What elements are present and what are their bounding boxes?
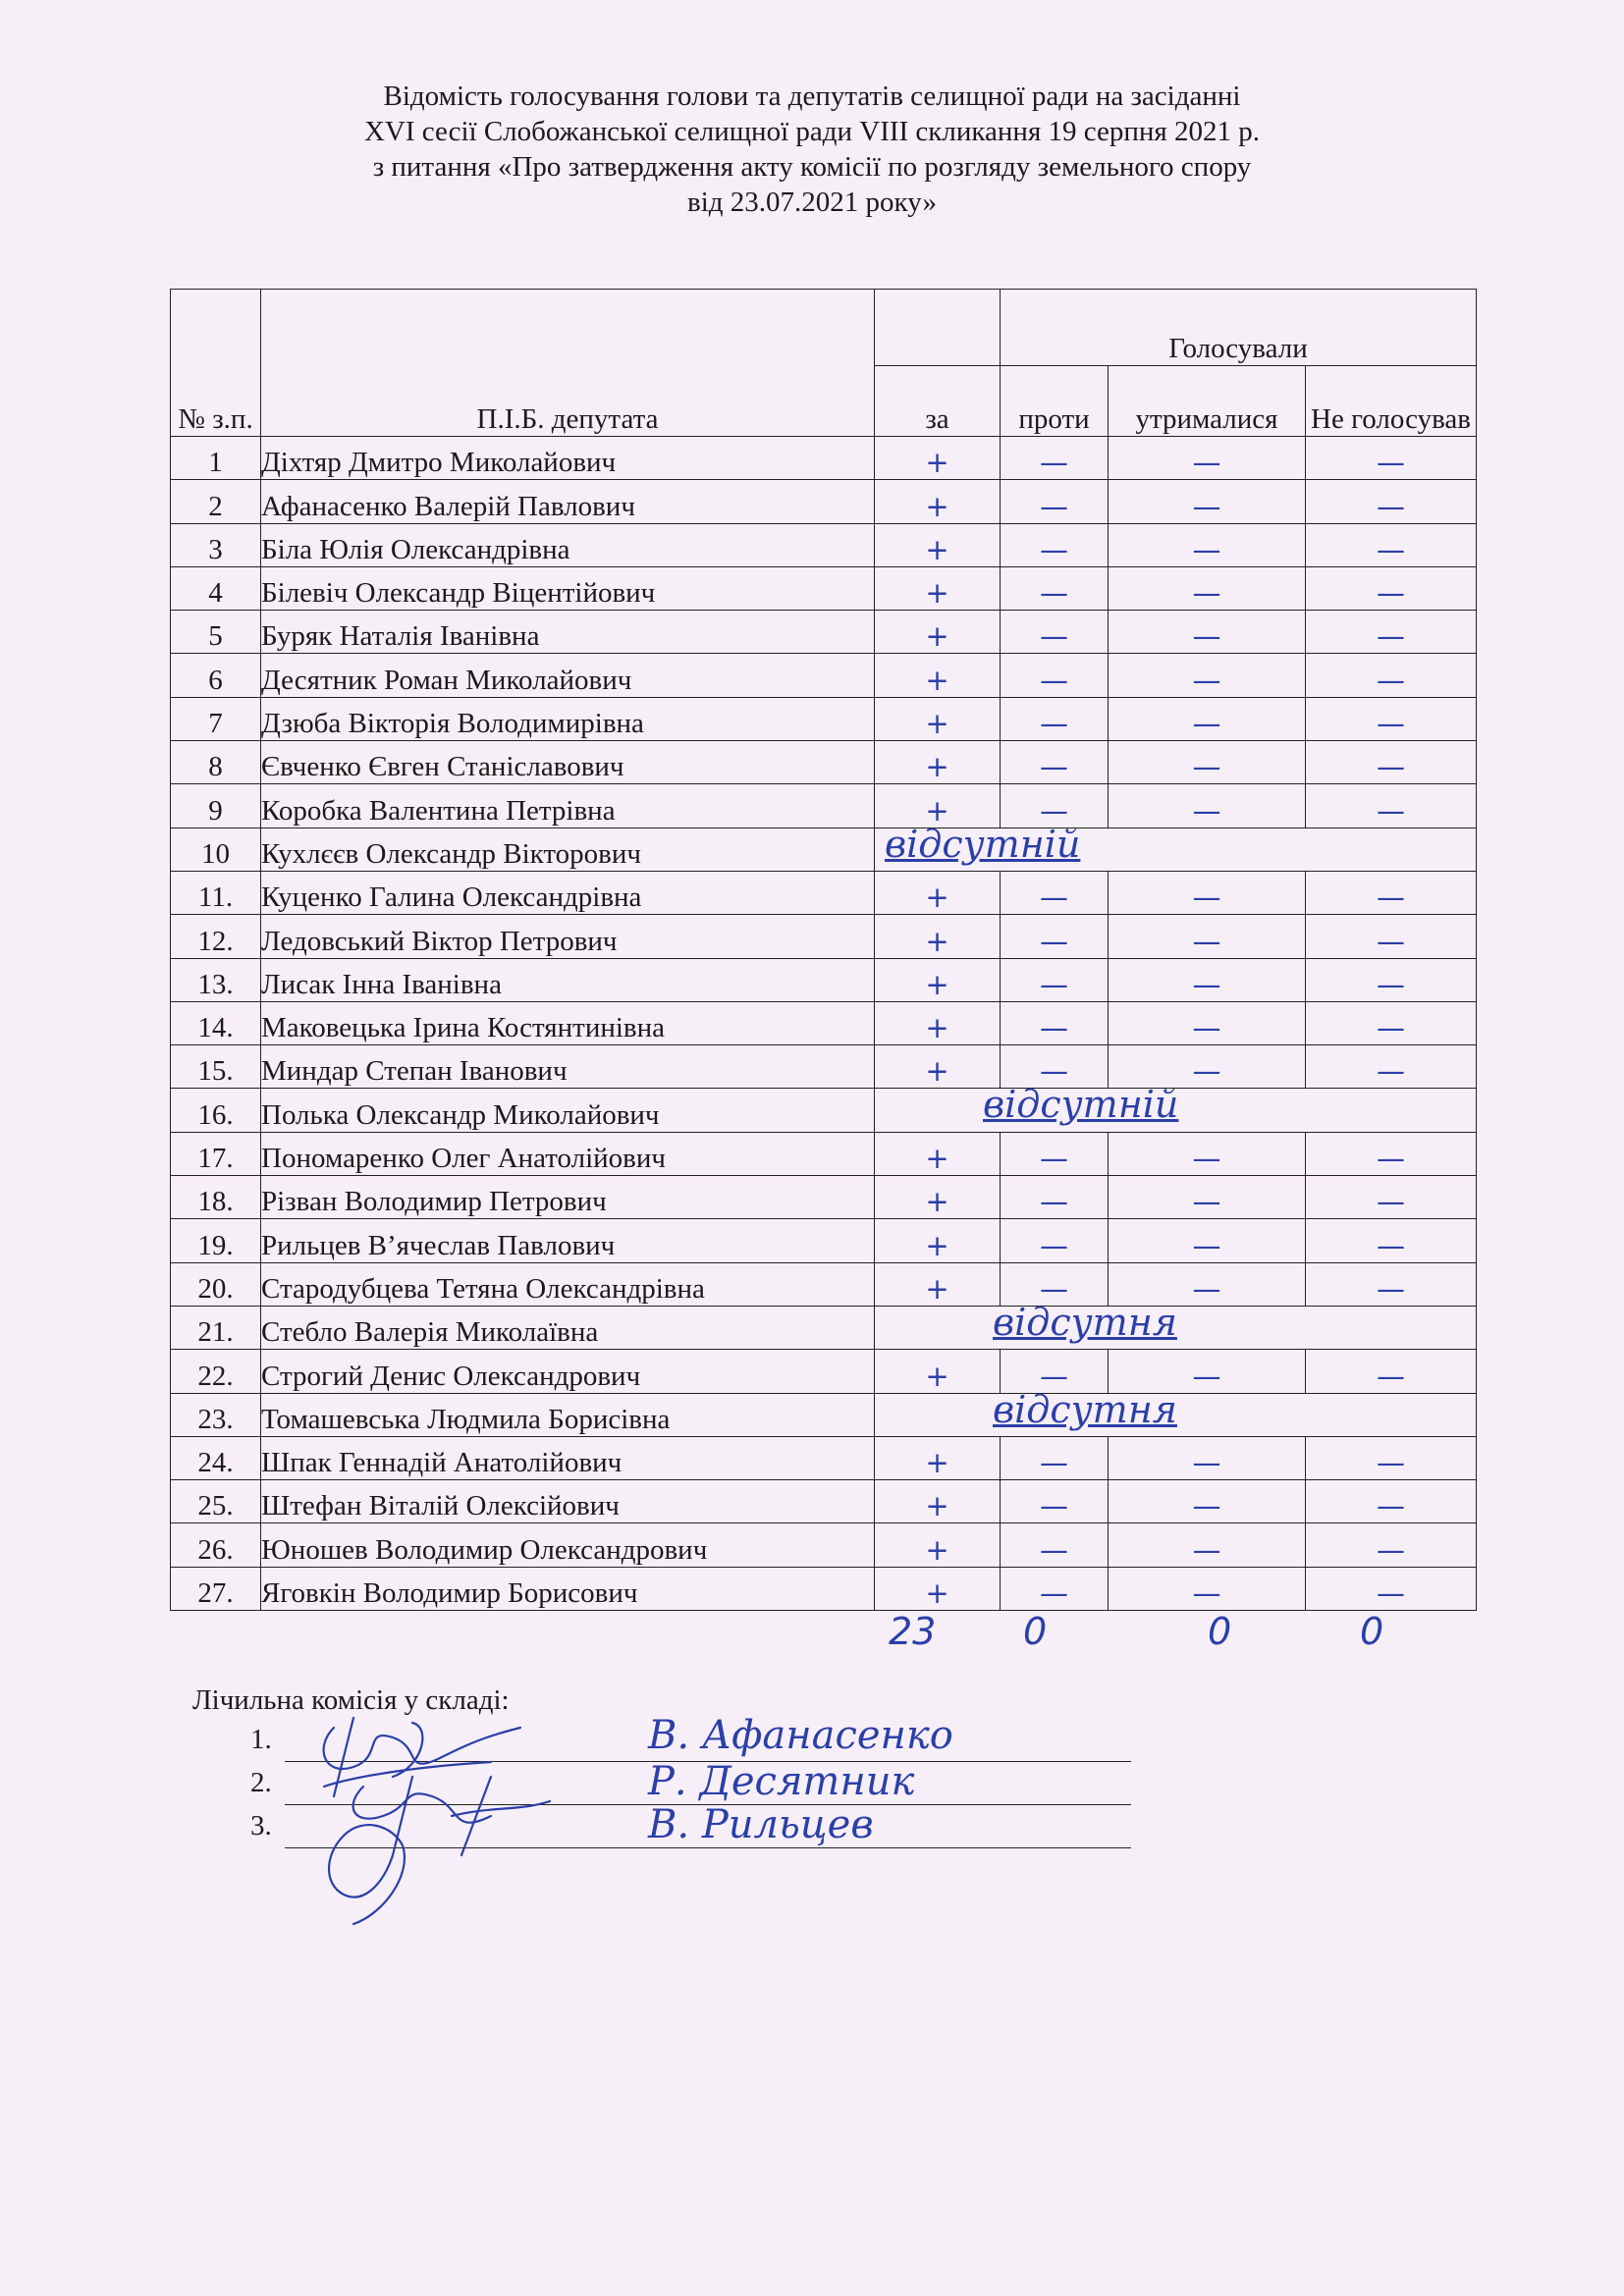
table-row	[171, 1001, 1477, 1044]
table-row	[171, 1262, 1477, 1306]
row-name: Стародубцева Тетяна Олександрівна	[261, 1262, 875, 1306]
vote-abstained: —	[1109, 697, 1306, 740]
row-name: Миндар Степан Іванович	[261, 1045, 875, 1089]
vote-not-voted: —	[1306, 741, 1477, 784]
row-num: 26.	[171, 1523, 261, 1567]
vote-abstained: —	[1109, 1523, 1306, 1567]
absent-mark: відсутня	[993, 1300, 1177, 1344]
table-row	[171, 611, 1477, 654]
vote-abstained: —	[1109, 1436, 1306, 1479]
row-num: 1	[171, 437, 261, 480]
header-abstained: утрималися	[1109, 366, 1306, 437]
row-num: 24.	[171, 1436, 261, 1479]
row-num: 20.	[171, 1262, 261, 1306]
row-num: 13.	[171, 958, 261, 1001]
vote-against: —	[1001, 1132, 1109, 1175]
table-row	[171, 437, 1477, 480]
table-row	[171, 1350, 1477, 1393]
row-name: Десятник Роман Миколайович	[261, 654, 875, 697]
vote-not-voted: —	[1306, 1350, 1477, 1393]
row-name: Стебло Валерія Миколаївна	[261, 1306, 875, 1349]
vote-not-voted: —	[1306, 1045, 1477, 1089]
vote-not-voted: —	[1306, 1132, 1477, 1175]
row-num: 21.	[171, 1306, 261, 1349]
row-name: Євченко Євген Станіславович	[261, 741, 875, 784]
vote-for: +	[875, 523, 1001, 566]
vote-not-voted: —	[1306, 784, 1477, 828]
vote-abstained: —	[1109, 437, 1306, 480]
table-row	[171, 697, 1477, 740]
row-absent-cell	[875, 1300, 1477, 1349]
vote-against: —	[1001, 1045, 1109, 1089]
row-num: 4	[171, 566, 261, 610]
row-num: 6	[171, 654, 261, 697]
row-name: Куценко Галина Олександрівна	[261, 871, 875, 914]
vote-abstained: —	[1109, 1262, 1306, 1306]
vote-not-voted: —	[1306, 1262, 1477, 1306]
header-for: за	[875, 366, 1001, 437]
vote-not-voted: —	[1306, 915, 1477, 958]
vote-abstained: —	[1109, 915, 1306, 958]
row-num: 7	[171, 697, 261, 740]
vote-abstained: —	[1109, 1045, 1306, 1089]
row-num: 3	[171, 523, 261, 566]
vote-not-voted: —	[1306, 1523, 1477, 1567]
row-name: Кухлєєв Олександр Вікторович	[261, 828, 875, 871]
vote-for: +	[875, 1436, 1001, 1479]
title-line-3: з питання «Про затвердження акту комісії по розгляду земельного спору	[372, 151, 1252, 183]
table-row	[171, 480, 1477, 523]
row-name: Лисак Інна Іванівна	[261, 958, 875, 1001]
vote-abstained: —	[1109, 1176, 1306, 1219]
header-name: П.І.Б. депутата	[261, 290, 875, 437]
row-name: Біла Юлія Олександрівна	[261, 523, 875, 566]
vote-abstained: —	[1109, 1219, 1306, 1262]
vote-against: —	[1001, 871, 1109, 914]
row-name: Рильцев В’ячеслав Павлович	[261, 1219, 875, 1262]
row-name: Ледовський Віктор Петрович	[261, 915, 875, 958]
vote-abstained: —	[1109, 566, 1306, 610]
total-abstained: 0	[1208, 1610, 1232, 1653]
vote-not-voted: —	[1306, 1567, 1477, 1610]
row-name: Штефан Віталій Олексійович	[261, 1480, 875, 1523]
vote-abstained: —	[1109, 1350, 1306, 1393]
vote-for: +	[875, 480, 1001, 523]
table-row	[171, 958, 1477, 1001]
vote-not-voted: —	[1306, 1001, 1477, 1044]
vote-for: +	[875, 741, 1001, 784]
row-num: 15.	[171, 1045, 261, 1089]
commission-num-3: 3.	[250, 1810, 272, 1842]
total-not-voted: 0	[1360, 1610, 1384, 1653]
row-absent-cell	[875, 822, 1477, 871]
table-row	[171, 523, 1477, 566]
row-num: 5	[171, 611, 261, 654]
vote-for: +	[875, 1176, 1001, 1219]
vote-abstained: —	[1109, 611, 1306, 654]
vote-against: —	[1001, 1219, 1109, 1262]
table-row	[171, 1436, 1477, 1479]
table-row	[171, 1523, 1477, 1567]
vote-not-voted: —	[1306, 480, 1477, 523]
vote-against: —	[1001, 1480, 1109, 1523]
absent-mark: відсутня	[993, 1387, 1177, 1431]
row-name: Томашевська Людмила Борисівна	[261, 1393, 875, 1436]
vote-for: +	[875, 958, 1001, 1001]
vote-for: +	[875, 1262, 1001, 1306]
table-row	[171, 1132, 1477, 1175]
vote-not-voted: —	[1306, 958, 1477, 1001]
vote-not-voted: —	[1306, 1480, 1477, 1523]
vote-abstained: —	[1109, 480, 1306, 523]
row-name: Шпак Геннадій Анатолійович	[261, 1436, 875, 1479]
table-row	[171, 915, 1477, 958]
vote-not-voted: —	[1306, 1176, 1477, 1219]
commission-label: Лічильна комісія у складі:	[192, 1684, 510, 1716]
row-name: Яговкін Володимир Борисович	[261, 1567, 875, 1610]
vote-against: —	[1001, 1523, 1109, 1567]
row-name: Полька Олександр Миколайович	[261, 1089, 875, 1132]
vote-against: —	[1001, 784, 1109, 828]
commission-name-3: В. Рильцев	[648, 1802, 874, 1847]
vote-for: +	[875, 1219, 1001, 1262]
vote-for: +	[875, 611, 1001, 654]
vote-against: —	[1001, 1436, 1109, 1479]
vote-for: +	[875, 697, 1001, 740]
title-line-4: від 23.07.2021 року»	[687, 187, 937, 218]
row-name: Дзюба Вікторія Володимирівна	[261, 697, 875, 740]
row-num: 22.	[171, 1350, 261, 1393]
row-name: Маковецька Ірина Костянтинівна	[261, 1001, 875, 1044]
row-num: 11.	[171, 871, 261, 914]
header-not-voted: Не голосував	[1306, 366, 1477, 437]
vote-against: —	[1001, 741, 1109, 784]
vote-against: —	[1001, 566, 1109, 610]
document-title	[0, 79, 1624, 220]
vote-abstained: —	[1109, 523, 1306, 566]
header-voted: Голосували	[1001, 290, 1477, 366]
table-row	[171, 1393, 1477, 1436]
vote-against: —	[1001, 523, 1109, 566]
vote-for: +	[875, 1045, 1001, 1089]
vote-for: +	[875, 1350, 1001, 1393]
table-row	[171, 784, 1477, 828]
row-name: Афанасенко Валерій Павлович	[261, 480, 875, 523]
row-name: Діхтяр Дмитро Миколайович	[261, 437, 875, 480]
commission-num-1: 1.	[250, 1724, 272, 1755]
vote-against: —	[1001, 915, 1109, 958]
vote-for: +	[875, 1480, 1001, 1523]
vote-not-voted: —	[1306, 871, 1477, 914]
vote-abstained: —	[1109, 784, 1306, 828]
commission-num-2: 2.	[250, 1767, 272, 1798]
vote-against: —	[1001, 480, 1109, 523]
total-against: 0	[1023, 1610, 1048, 1653]
vote-not-voted: —	[1306, 1219, 1477, 1262]
vote-for: +	[875, 437, 1001, 480]
vote-not-voted: —	[1306, 566, 1477, 610]
vote-against: —	[1001, 1567, 1109, 1610]
vote-against: —	[1001, 654, 1109, 697]
vote-not-voted: —	[1306, 697, 1477, 740]
vote-for: +	[875, 1001, 1001, 1044]
table-row	[171, 1219, 1477, 1262]
row-num: 17.	[171, 1132, 261, 1175]
vote-against: —	[1001, 697, 1109, 740]
voting-table	[170, 289, 1477, 1611]
vote-against: —	[1001, 1262, 1109, 1306]
commission-name-2: Р. Десятник	[648, 1759, 915, 1804]
row-name: Юношев Володимир Олександрович	[261, 1523, 875, 1567]
table-row	[171, 741, 1477, 784]
signature-scribbles	[295, 1708, 628, 1944]
header-against: проти	[1001, 366, 1109, 437]
row-name: Різван Володимир Петрович	[261, 1176, 875, 1219]
vote-not-voted: —	[1306, 654, 1477, 697]
vote-abstained: —	[1109, 741, 1306, 784]
vote-abstained: —	[1109, 1480, 1306, 1523]
vote-abstained: —	[1109, 1567, 1306, 1610]
row-num: 23.	[171, 1393, 261, 1436]
vote-for: +	[875, 566, 1001, 610]
row-name: Строгий Денис Олександрович	[261, 1350, 875, 1393]
row-name: Пономаренко Олег Анатолійович	[261, 1132, 875, 1175]
row-name: Білевіч Олександр Віцентійович	[261, 566, 875, 610]
vote-for: +	[875, 871, 1001, 914]
vote-for: +	[875, 915, 1001, 958]
table-row	[171, 871, 1477, 914]
commission-name-1: В. Афанасенко	[648, 1713, 953, 1758]
header-num: № з.п.	[171, 290, 261, 437]
row-name: Буряк Наталія Іванівна	[261, 611, 875, 654]
table-row	[171, 654, 1477, 697]
vote-abstained: —	[1109, 1132, 1306, 1175]
row-name: Коробка Валентина Петрівна	[261, 784, 875, 828]
vote-for: +	[875, 1523, 1001, 1567]
vote-against: —	[1001, 611, 1109, 654]
table-row	[171, 1480, 1477, 1523]
vote-abstained: —	[1109, 654, 1306, 697]
vote-against: —	[1001, 1001, 1109, 1044]
row-num: 2	[171, 480, 261, 523]
row-num: 9	[171, 784, 261, 828]
table-row	[171, 828, 1477, 871]
row-num: 8	[171, 741, 261, 784]
vote-against: —	[1001, 1350, 1109, 1393]
row-num: 25.	[171, 1480, 261, 1523]
vote-not-voted: —	[1306, 437, 1477, 480]
total-for: 23	[889, 1610, 937, 1653]
row-num: 19.	[171, 1219, 261, 1262]
vote-against: —	[1001, 1176, 1109, 1219]
absent-mark: відсутній	[885, 822, 1081, 866]
vote-abstained: —	[1109, 871, 1306, 914]
row-absent-cell	[875, 1387, 1477, 1436]
vote-against: —	[1001, 437, 1109, 480]
table-row	[171, 1176, 1477, 1219]
vote-for: +	[875, 1567, 1001, 1610]
vote-for: +	[875, 784, 1001, 828]
header-empty	[875, 290, 1001, 366]
table-row	[171, 1306, 1477, 1349]
table-row	[171, 566, 1477, 610]
table-row	[171, 1567, 1477, 1610]
title-line-2: XVI сесії Слобожанської селищної ради VIII скликання 19 серпня 2021 р.	[363, 116, 1261, 147]
totals-row	[0, 1610, 1624, 1659]
row-num: 16.	[171, 1089, 261, 1132]
vote-abstained: —	[1109, 1001, 1306, 1044]
vote-for: +	[875, 1132, 1001, 1175]
vote-abstained: —	[1109, 958, 1306, 1001]
row-num: 14.	[171, 1001, 261, 1044]
table-row	[171, 1089, 1477, 1132]
absent-mark: відсутній	[983, 1083, 1179, 1127]
vote-not-voted: —	[1306, 1436, 1477, 1479]
row-num: 18.	[171, 1176, 261, 1219]
table-row	[171, 1045, 1477, 1089]
vote-not-voted: —	[1306, 611, 1477, 654]
title-line-1: Відомість голосування голови та депутатів селищної ради на засіданні	[383, 80, 1241, 112]
row-num: 10	[171, 828, 261, 871]
row-num: 12.	[171, 915, 261, 958]
row-num: 27.	[171, 1567, 261, 1610]
vote-not-voted: —	[1306, 523, 1477, 566]
vote-for: +	[875, 654, 1001, 697]
row-absent-cell	[875, 1083, 1477, 1132]
vote-against: —	[1001, 958, 1109, 1001]
